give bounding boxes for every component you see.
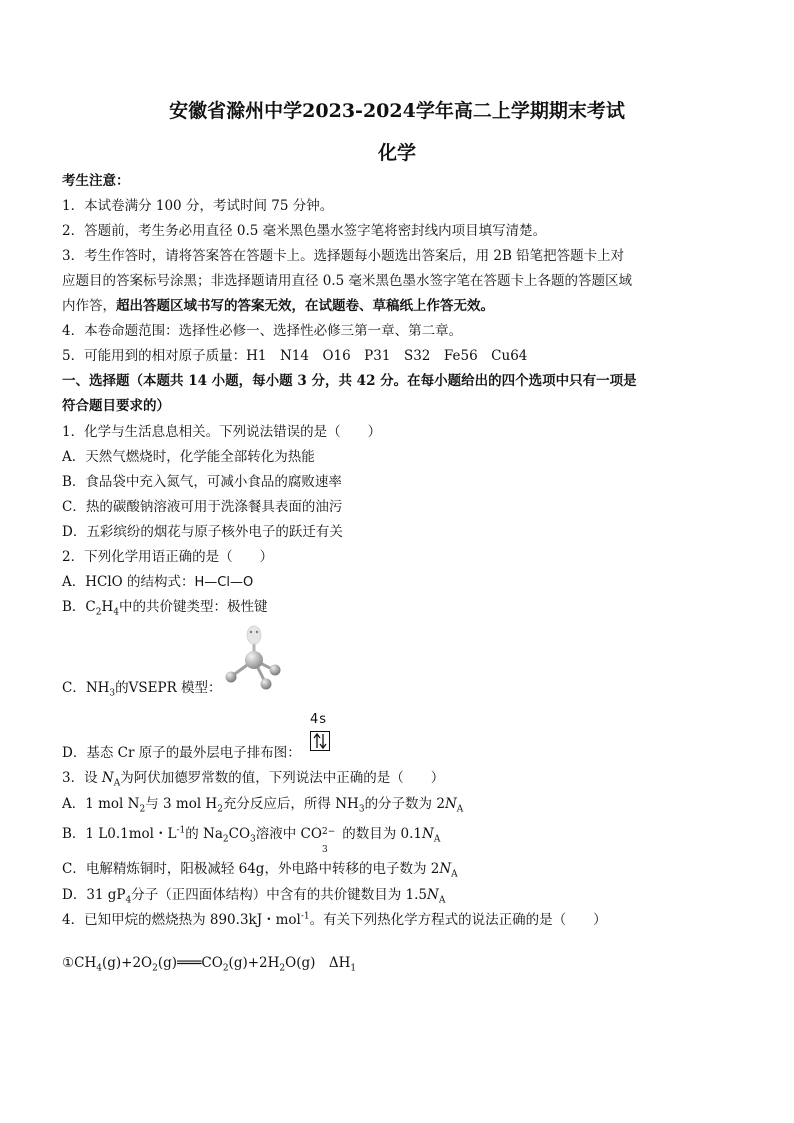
q3-c-n: N	[439, 861, 452, 877]
q2-c-label: C．NH	[62, 680, 110, 696]
notice-item-3-cont: 应题目的答案标号涂黑；非选择题请用直径 0.5 毫米黑色墨水签字笔在答题卡上各题的答题区域	[62, 273, 633, 289]
q3-stem-a-sub: A	[113, 778, 121, 789]
eq1-s5: 1	[350, 963, 357, 974]
q3-stem	[62, 769, 742, 787]
q3-option-a	[62, 795, 742, 813]
q2-option-d: D．基态 Cr 原子的最外层电子排布图：	[62, 745, 301, 761]
orbital-4s-label: 4s	[310, 712, 328, 727]
q2-option-a	[62, 573, 742, 592]
q3-option-b: B．1 L0.1mol・$L^{-1}$的 $Na_2CO_3$溶液中 CO 2− 3 的数目为 $0.1N_A$	[62, 825, 441, 855]
q3-d-1: D．31 gP	[62, 887, 126, 903]
exam-title: 安徽省滁州中学2023-2024学年高二上学期期末考试	[169, 100, 625, 122]
eq1-c: (g)═══CO	[157, 955, 223, 971]
q3-option-c	[62, 860, 742, 878]
eq1-b: (g)+2O	[101, 955, 153, 971]
q4-equation-1	[62, 954, 742, 972]
q3-a-s3: 3	[358, 804, 365, 815]
notice-item-2: 2．答题前，考生务必用直径 0.5 毫米黑色墨水签字笔将密封线内项目填写清楚。	[62, 223, 547, 239]
q3-a-na-sub: A	[456, 804, 464, 815]
q4-stem-b: 。有关下列热化学方程式的说法正确的是（ ）	[309, 912, 607, 928]
q4-stem-a: 4．已知甲烷的燃烧热为 890.3kJ・mol	[62, 912, 301, 928]
q3-d-na-sub: A	[438, 895, 446, 906]
q1-stem: 1．化学与生活息息相关。下列说法错误的是（ ）	[62, 424, 382, 440]
eq1-s1: 4	[96, 963, 102, 974]
eq1-e: O(g) ΔH	[285, 955, 351, 971]
q3-d-n: N	[427, 887, 439, 903]
q3-c-na-sub: A	[451, 869, 458, 880]
eq1-d: (g)+2H	[228, 955, 280, 971]
q2-b-sub1: 2	[95, 607, 102, 618]
q3-b-s1: 2	[222, 834, 229, 845]
eq1-s3: 2	[222, 963, 229, 974]
q3-b-5: 的数目为 0.1	[337, 826, 423, 842]
q2-b-sub2: 4	[113, 607, 119, 618]
section1-heading-cont: 符合题目要求的）	[62, 398, 170, 414]
q1-option-d: D．五彩缤纷的烟花与原子核外电子的跃迁有关	[62, 524, 343, 540]
notice-item-5: 5．可能用到的相对原子质量：H1 N14 O16 P31 S32 Fe56 Cu64	[62, 348, 528, 364]
eq1-s2: 2	[152, 963, 158, 974]
q1-option-a: A．天然气燃烧时，化学能全部转化为热能	[62, 449, 315, 465]
q3-option-d	[62, 886, 742, 904]
q2-b-suffix: 中的共价键类型：极性键	[119, 599, 268, 615]
q2-stem: 2．下列化学用语正确的是（ ）	[62, 549, 274, 565]
q2-c-sub: 3	[109, 688, 116, 699]
q3-a-3: 充分反应后，所得 NH	[222, 796, 359, 812]
q3-a-2: 与 3 mol H	[145, 796, 218, 812]
q4-stem	[62, 911, 742, 929]
eq1-number: ①	[62, 955, 75, 971]
eq1-a: CH	[74, 955, 97, 971]
q2-option-c	[62, 679, 742, 697]
q3-b-n: N	[422, 826, 434, 842]
q3-a-4: 的分子数为 2	[364, 796, 445, 812]
notice-item-4: 4．本卷命题范围：选择性必修一、选择性必修三第一章、第二章。	[62, 323, 463, 339]
q3-stem-b: 为阿伏加德罗常数的值，下列说法中正确的是（ ）	[120, 770, 445, 786]
q4-stem-sup: -1	[300, 911, 310, 922]
q3-stem-a: 3．设	[62, 770, 102, 786]
notice-item-3-end	[62, 297, 742, 315]
q2-a-label: A．HClO 的结构式：	[62, 574, 195, 590]
q3-b-4: 溶液中 CO	[255, 826, 322, 842]
q3-c-1: C．电解精炼铜时，阳极减轻 64g，外电路中转移的电子数为 2	[62, 861, 440, 877]
q3-a-1: A．1 mol N	[62, 796, 140, 812]
notice-item-3: 3．考生作答时，请将答案答在答题卡上。选择题每小题选出答案后，用 2B 铅笔把答题卡上对	[62, 248, 625, 264]
section1-heading: 一、选择题（本题共 14 小题，每小题 3 分，共 42 分。在每小题给出的四个选项中只有一项是	[62, 373, 637, 389]
q3-a-s1: 2	[139, 804, 146, 815]
q3-b-sup: -1	[176, 825, 186, 836]
q3-a-n: N	[444, 796, 457, 812]
q2-b-label: B．C	[62, 599, 96, 615]
q3-b-3: CO	[228, 826, 251, 842]
notice-item-3-bold: 超出答题区域书写的答案无效，在试题卷、草稿纸上作答无效。	[116, 298, 494, 314]
q3-b-s2: 3	[250, 834, 256, 845]
q2-c-suffix: 的VSEPR 模型：	[115, 680, 222, 696]
notice-item-1: 1．本试卷满分 100 分，考试时间 75 分钟。	[62, 198, 334, 214]
notice-item-3-plain: 内作答，	[62, 298, 116, 314]
notice-heading: 考生注意：	[62, 173, 130, 189]
q1-option-c: C．热的碳酸钠溶液可用于洗涤餐具表面的油污	[62, 499, 343, 515]
q3-d-2: 分子（正四面体结构）中含有的共价键数目为 1.5	[131, 887, 428, 903]
q3-a-s2: 2	[217, 804, 223, 815]
q3-stem-n: N	[101, 770, 114, 786]
q2-option-b	[62, 598, 742, 616]
q3-b-2: 的 Na	[185, 826, 223, 842]
q3-d-s1: 4	[125, 895, 132, 906]
subject-title: 化学	[377, 142, 416, 164]
eq1-s4: 2	[279, 963, 286, 974]
q3-b-na-sub: A	[433, 834, 441, 845]
q3-b-1: B．1 L0.1mol・L	[62, 826, 177, 842]
hclo-structure-formula: H—Cl—O	[194, 575, 254, 590]
q1-option-b: B．食品袋中充入氮气，可减小食品的腐败速率	[62, 474, 342, 490]
q2-b-mid: H	[101, 599, 114, 615]
